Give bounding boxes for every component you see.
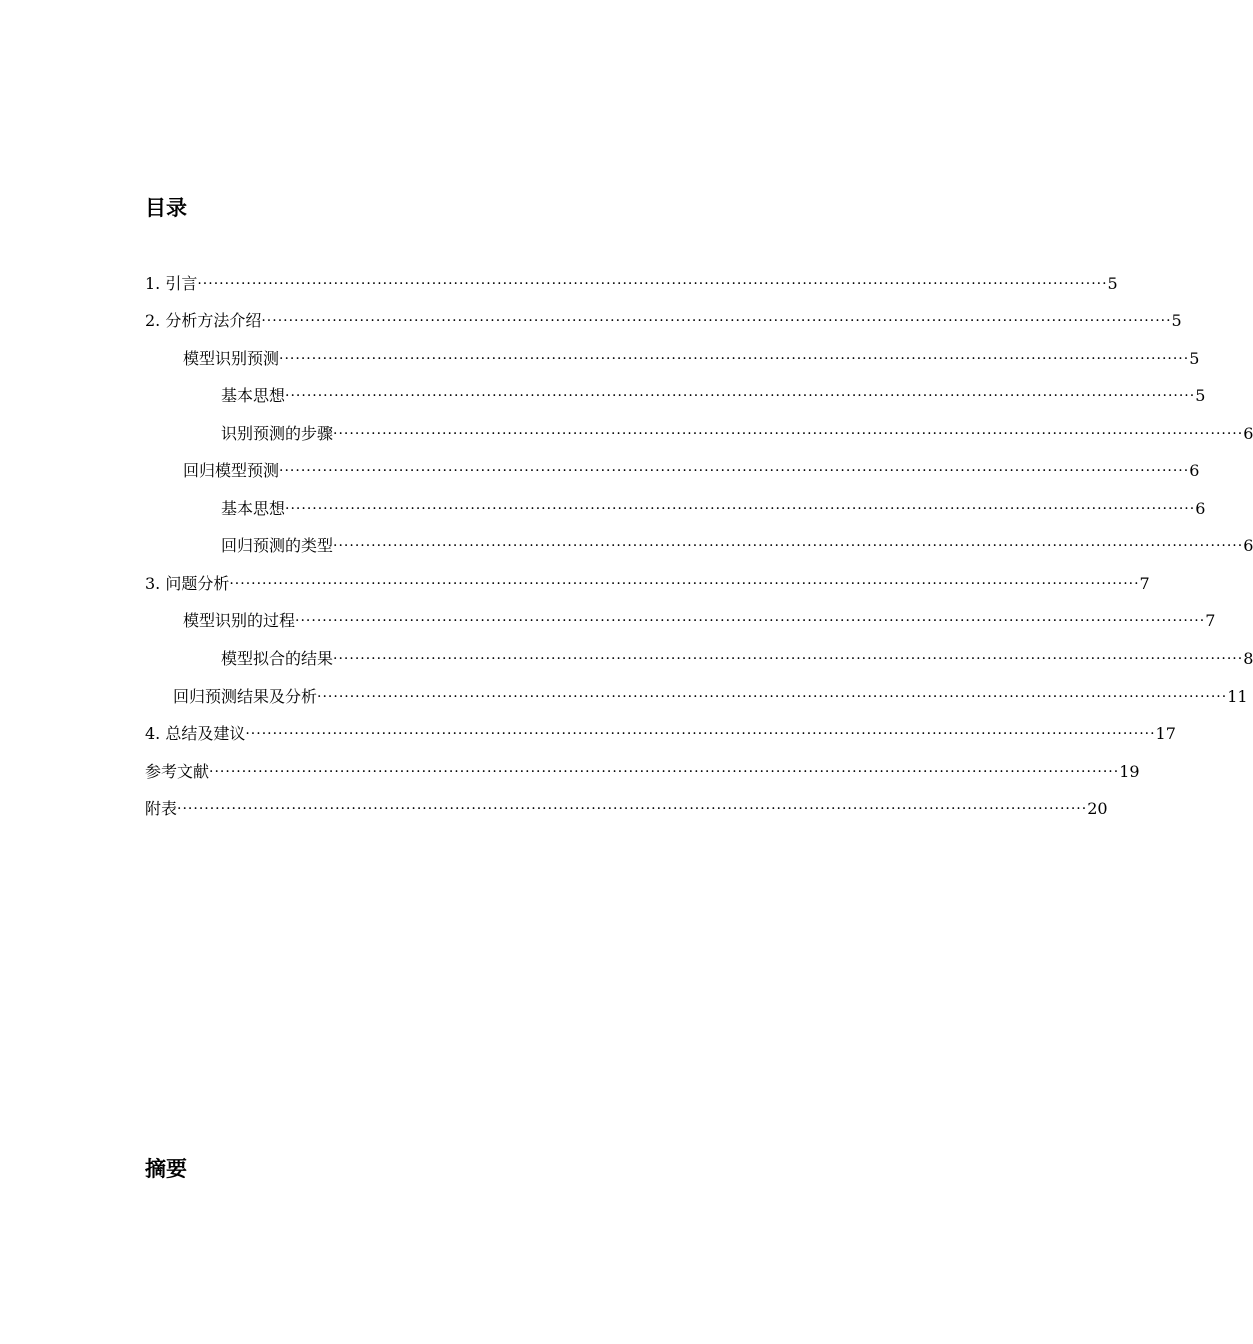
toc-entry-text: 参考文献 (145, 762, 210, 781)
dot-leader: ······································································································································································· (209, 764, 1120, 780)
toc-entry-basic-idea-1[interactable] (221, 384, 1206, 408)
toc-entry-page: 5 (1195, 386, 1206, 405)
dot-leader: ······································································································································································· (279, 351, 1190, 367)
toc-entry-regression-model[interactable] (183, 459, 1200, 483)
toc-entry-text: 模型拟合的结果 (221, 649, 334, 668)
toc-entry-identification-steps[interactable] (221, 422, 1253, 446)
toc-entry-text: 2. 分析方法介绍 (145, 311, 262, 330)
dot-leader: ······································································································································································· (229, 576, 1140, 592)
dot-leader: ······································································································································································· (333, 538, 1244, 554)
dot-leader: ······································································································································································· (295, 613, 1206, 629)
toc-entry-introduction[interactable] (145, 272, 1118, 296)
toc-entry-page: 8 (1243, 649, 1253, 668)
dot-leader: ······································································································································································· (285, 501, 1196, 517)
dot-leader: ······································································································································································· (261, 313, 1172, 329)
toc-entry-page: 6 (1243, 424, 1253, 443)
toc-entry-model-identification[interactable] (183, 347, 1200, 371)
toc-entry-references[interactable] (145, 760, 1140, 784)
toc-entry-text: 回归预测结果及分析 (173, 687, 318, 706)
toc-entry-text: 基本思想 (221, 386, 286, 405)
toc-entry-regression-results[interactable] (173, 685, 1248, 709)
toc-entry-fitting-results[interactable] (221, 647, 1253, 671)
dot-leader: ······································································································································································· (279, 463, 1190, 479)
toc-entry-page: 5 (1171, 311, 1182, 330)
toc-title: 目录 (145, 196, 187, 220)
toc-entry-text: 4. 总结及建议 (145, 724, 246, 743)
toc-entry-page: 6 (1189, 461, 1200, 480)
dot-leader: ······································································································································································· (285, 388, 1196, 404)
toc-entry-text: 回归预测的类型 (221, 536, 334, 555)
toc-entry-page: 19 (1119, 762, 1140, 781)
dot-leader: ······································································································································································· (197, 276, 1108, 292)
toc-entry-text: 模型识别预测 (183, 349, 280, 368)
toc-entry-text: 回归模型预测 (183, 461, 280, 480)
toc-entry-page: 6 (1243, 536, 1253, 555)
toc-entry-identification-process[interactable] (183, 609, 1216, 633)
toc-entry-conclusion[interactable] (145, 722, 1176, 746)
toc-entry-regression-types[interactable] (221, 534, 1253, 558)
dot-leader: ······································································································································································· (333, 651, 1244, 667)
dot-leader: ······································································································································································· (245, 726, 1156, 742)
toc-entry-page: 11 (1227, 687, 1248, 706)
toc-entry-text: 1. 引言 (145, 274, 198, 293)
toc-entry-page: 20 (1087, 799, 1108, 818)
toc-entry-text: 基本思想 (221, 499, 286, 518)
toc-entry-problem-analysis[interactable] (145, 572, 1150, 596)
toc-entry-text: 3. 问题分析 (145, 574, 230, 593)
toc-entry-text: 附表 (145, 799, 178, 818)
toc-entry-page: 5 (1189, 349, 1200, 368)
toc-entry-text: 模型识别的过程 (183, 611, 296, 630)
toc-entry-page: 6 (1195, 499, 1206, 518)
abstract-title: 摘要 (145, 1157, 187, 1181)
toc-entry-page: 7 (1139, 574, 1150, 593)
dot-leader: ······································································································································································· (317, 689, 1228, 705)
toc-entry-page: 17 (1155, 724, 1176, 743)
toc-entry-page: 5 (1107, 274, 1118, 293)
toc-entry-basic-idea-2[interactable] (221, 497, 1206, 521)
dot-leader: ······································································································································································· (333, 426, 1244, 442)
toc-entry-text: 识别预测的步骤 (221, 424, 334, 443)
toc-entry-methods[interactable] (145, 309, 1182, 333)
toc-entry-appendix[interactable] (145, 797, 1108, 821)
dot-leader: ······································································································································································· (177, 801, 1088, 817)
toc-entry-page: 7 (1205, 611, 1216, 630)
